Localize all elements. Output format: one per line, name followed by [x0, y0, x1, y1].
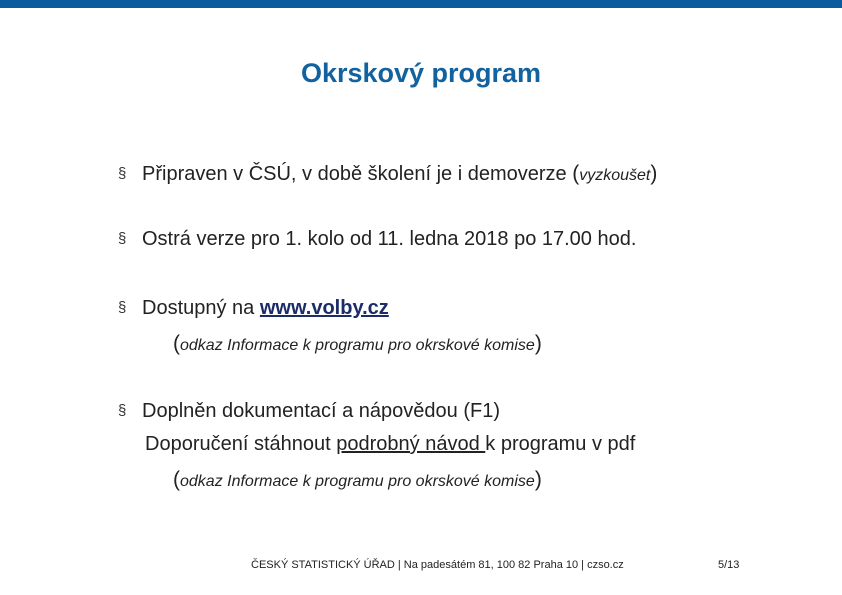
top-accent-bar [0, 0, 842, 8]
bullet-4-line2: Doporučení stáhnout podrobný návod k programu v pdf [145, 433, 636, 455]
bullet-item-2 [118, 228, 636, 251]
bullet-text: Doplněn dokumentací a nápovědou (F1) [142, 400, 501, 422]
bullet-item-4 [118, 400, 500, 423]
bullet-text: Připraven v ČSÚ, v době školení je i demoverze [142, 163, 573, 185]
bullet-marker: § [118, 165, 127, 182]
footer-text: ČESKÝ STATISTICKÝ ÚŘAD | Na padesátém 81, 100 82 Praha 10 | czso.cz [251, 559, 624, 571]
demo-note: vyzkoušet [579, 167, 651, 184]
bullet-4-subnote: (odkaz Informace k programu pro okrskové komise) [173, 468, 542, 491]
slide-title: Okrskový program [300, 58, 542, 88]
bullet-marker: § [118, 402, 127, 419]
bullet-item-3 [118, 297, 389, 320]
bullet-text: Dostupný na [142, 297, 260, 319]
volby-link[interactable]: www.volby.cz [259, 297, 389, 319]
page-number: 5/13 [718, 559, 740, 571]
bullet-marker: § [118, 299, 127, 316]
bullet-item-1: § Připraven v ČSÚ, v době školení je i demoverze (vyzkoušet) [118, 162, 658, 185]
bullet-text: Ostrá verze pro 1. kolo od 11. ledna 2018 po 17.00 hod. [142, 228, 637, 250]
bullet-marker: § [118, 230, 127, 247]
guide-link[interactable]: podrobný návod [336, 433, 486, 455]
bullet-3-subnote: (odkaz Informace k programu pro okrskové komise) [173, 332, 542, 355]
